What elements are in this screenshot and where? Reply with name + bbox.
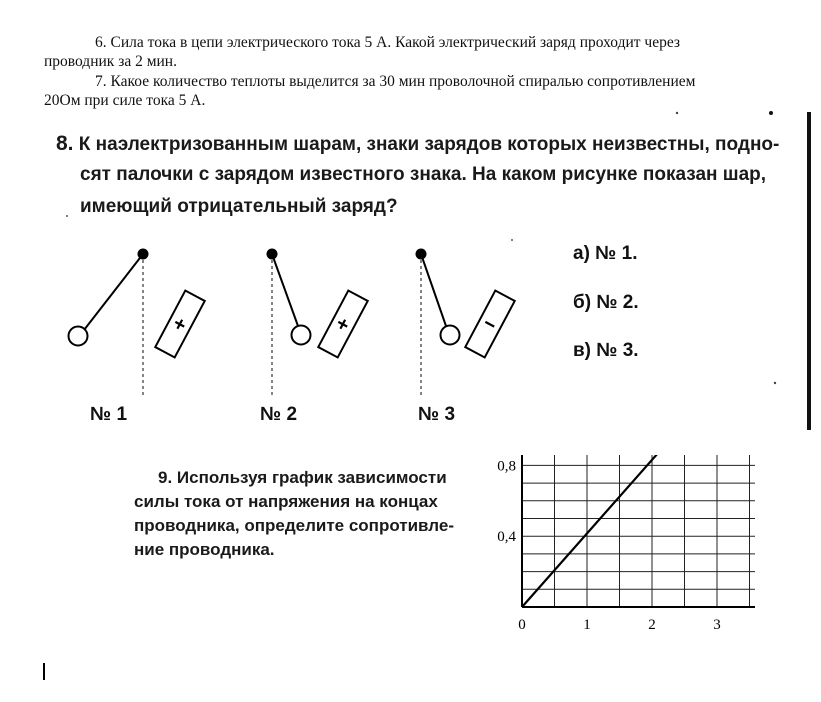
figure-3-rod (465, 291, 514, 358)
scan-speck (511, 239, 513, 241)
figure-2-thread (272, 254, 298, 326)
text-cursor (43, 663, 45, 680)
figure-1-rod (155, 291, 204, 358)
chart-x-tick-label: 3 (713, 617, 721, 633)
figure-2-rod-sign: + (332, 312, 353, 338)
answer-b: б) № 2. (573, 292, 639, 313)
problem-7-line-1: 7. Какое количество теплоты выделится за 30 мин проволочной спиралью сопротивлением (95, 73, 696, 90)
chart-y-tick-label: 0,8 (497, 458, 516, 475)
problem-7-line-2: 20Ом при силе тока 5 А. (44, 92, 206, 109)
chart-series-line (522, 455, 730, 607)
chart-x-tick-label: 1 (583, 617, 591, 633)
figure-2-label: № 2 (260, 404, 298, 425)
figure-3-thread (421, 254, 446, 326)
answer-c: в) № 3. (573, 340, 639, 361)
scan-speck (774, 382, 776, 384)
figure-2 (267, 249, 368, 396)
current-voltage-chart (480, 455, 755, 640)
scan-speck (676, 112, 678, 114)
problem-9-line-1: 9. Используя график зависимости (158, 468, 447, 487)
figure-1-thread (84, 254, 143, 330)
figure-3 (416, 249, 515, 396)
problem-9-line-4: ние проводника. (134, 540, 275, 559)
figure-1-ball (69, 327, 88, 346)
problem-8-number: 8. (56, 132, 74, 155)
chart-y-tick-label: 0,4 (497, 529, 516, 546)
chart-x-tick-label: 0 (518, 617, 526, 633)
problem-9-line-3: проводника, определите сопротивле- (134, 516, 454, 535)
problem-8-text-1: К наэлектризованным шарам, знаки зарядов которых неизвестны, подно- (78, 134, 780, 155)
figure-2-rod (318, 291, 367, 358)
problem-8-line-3: имеющий отрицательный заряд? (80, 196, 398, 217)
chart-x-tick-label: 2 (648, 617, 656, 633)
problem-8-line-2: сят палочки с зарядом известного знака. На каком рисунке показан шар, (80, 164, 767, 185)
figure-1-rod-sign: + (169, 312, 190, 338)
answer-a: а) № 1. (573, 243, 638, 264)
figure-1 (69, 249, 205, 396)
scan-speck (769, 111, 773, 115)
problem-6-line-1: 6. Сила тока в цепи электрического тока 5 А. Какой электрический заряд проходит через (95, 34, 681, 51)
figure-3-label: № 3 (418, 404, 456, 425)
figure-1-label: № 1 (90, 404, 128, 425)
problem-6-line-2: проводник за 2 мин. (44, 53, 177, 70)
problem-9-line-2: силы тока от напряжения на концах (134, 492, 438, 511)
figure-2-ball (292, 326, 311, 345)
scan-speck (66, 215, 68, 217)
figure-3-rod-sign: − (479, 312, 500, 338)
figure-3-ball (441, 326, 460, 345)
